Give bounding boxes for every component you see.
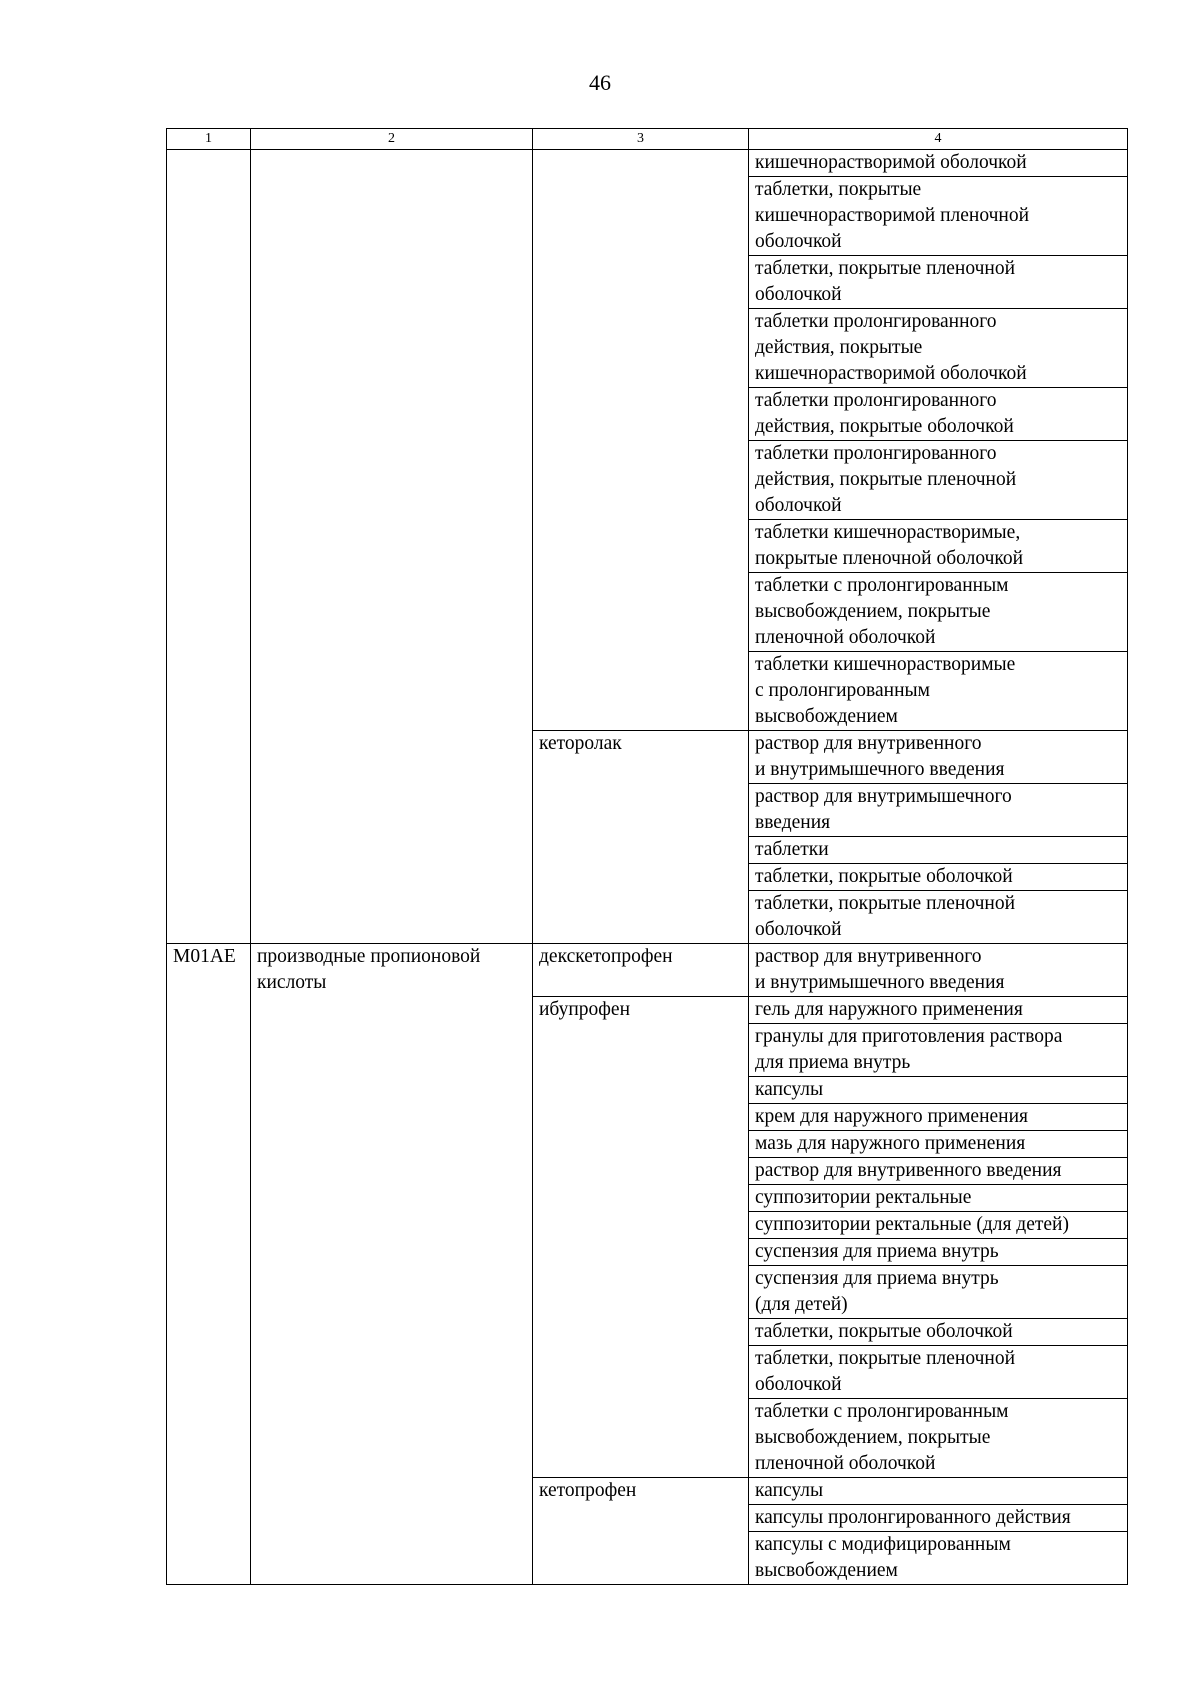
dosage-form-cell: таблетки, покрытые оболочкой <box>749 1319 1128 1346</box>
dosage-form-cell: таблетки пролонгированного действия, покрытые пленочной оболочкой <box>749 441 1128 520</box>
drug-table <box>166 128 1128 1585</box>
dosage-form-cell: таблетки с пролонгированным высвобождением, покрытые пленочной оболочкой <box>749 573 1128 652</box>
dosage-form-cell: кишечнорастворимой оболочкой <box>749 150 1128 177</box>
table-row <box>167 944 1128 997</box>
dosage-form-cell: капсулы с модифицированным высвобождением <box>749 1532 1128 1585</box>
dosage-form-cell: крем для наружного применения <box>749 1104 1128 1131</box>
dosage-form-cell: суппозитории ректальные (для детей) <box>749 1212 1128 1239</box>
dosage-form-cell: суппозитории ректальные <box>749 1185 1128 1212</box>
dosage-form-cell: таблетки, покрытые кишечнорастворимой пленочной оболочкой <box>749 177 1128 256</box>
dosage-form-cell: таблетки пролонгированного действия, покрытые кишечнорастворимой оболочкой <box>749 309 1128 388</box>
dosage-form-cell: таблетки, покрытые пленочной оболочкой <box>749 1346 1128 1399</box>
dosage-form-cell: таблетки пролонгированного действия, покрытые оболочкой <box>749 388 1128 441</box>
atc-code-cell <box>167 150 251 944</box>
dosage-form-cell: раствор для внутримышечного введения <box>749 784 1128 837</box>
dosage-form-cell: таблетки, покрытые оболочкой <box>749 864 1128 891</box>
dosage-form-cell: гель для наружного применения <box>749 997 1128 1024</box>
dosage-form-cell: капсулы <box>749 1478 1128 1505</box>
column-number: 2 <box>251 129 533 150</box>
dosage-form-cell: таблетки кишечнорастворимые с пролонгированным высвобождением <box>749 652 1128 731</box>
dosage-form-cell: суспензия для приема внутрь <box>749 1239 1128 1266</box>
dosage-form-cell: таблетки с пролонгированным высвобождением, покрытые пленочной оболочкой <box>749 1399 1128 1478</box>
dosage-form-cell: раствор для внутривенного введения <box>749 1158 1128 1185</box>
dosage-form-cell: таблетки, покрытые пленочной оболочкой <box>749 891 1128 944</box>
column-number: 3 <box>533 129 749 150</box>
dosage-form-cell: таблетки кишечнорастворимые, покрытые пленочной оболочкой <box>749 520 1128 573</box>
atc-code-cell: M01AE <box>167 944 251 1585</box>
dosage-form-cell: таблетки, покрытые пленочной оболочкой <box>749 256 1128 309</box>
drug-name-cell: ибупрофен <box>533 997 749 1478</box>
group-name-cell <box>251 150 533 944</box>
table-row <box>167 150 1128 177</box>
drug-name-cell: кеторолак <box>533 731 749 944</box>
dosage-form-cell: гранулы для приготовления раствора для приема внутрь <box>749 1024 1128 1077</box>
drug-name-cell: декскетопрофен <box>533 944 749 997</box>
column-number: 4 <box>749 129 1128 150</box>
dosage-form-cell: мазь для наружного применения <box>749 1131 1128 1158</box>
dosage-form-cell: раствор для внутривенного и внутримышечного введения <box>749 731 1128 784</box>
column-number: 1 <box>167 129 251 150</box>
page-number: 46 <box>589 70 611 95</box>
dosage-form-cell: суспензия для приема внутрь (для детей) <box>749 1266 1128 1319</box>
drug-name-cell: кетопрофен <box>533 1478 749 1585</box>
dosage-form-cell: раствор для внутривенного и внутримышечного введения <box>749 944 1128 997</box>
column-number-row <box>167 129 1128 150</box>
dosage-form-cell: таблетки <box>749 837 1128 864</box>
dosage-form-cell: капсулы пролонгированного действия <box>749 1505 1128 1532</box>
drug-name-cell <box>533 150 749 731</box>
dosage-form-cell: капсулы <box>749 1077 1128 1104</box>
group-name-cell: производные пропионовой кислоты <box>251 944 533 1585</box>
